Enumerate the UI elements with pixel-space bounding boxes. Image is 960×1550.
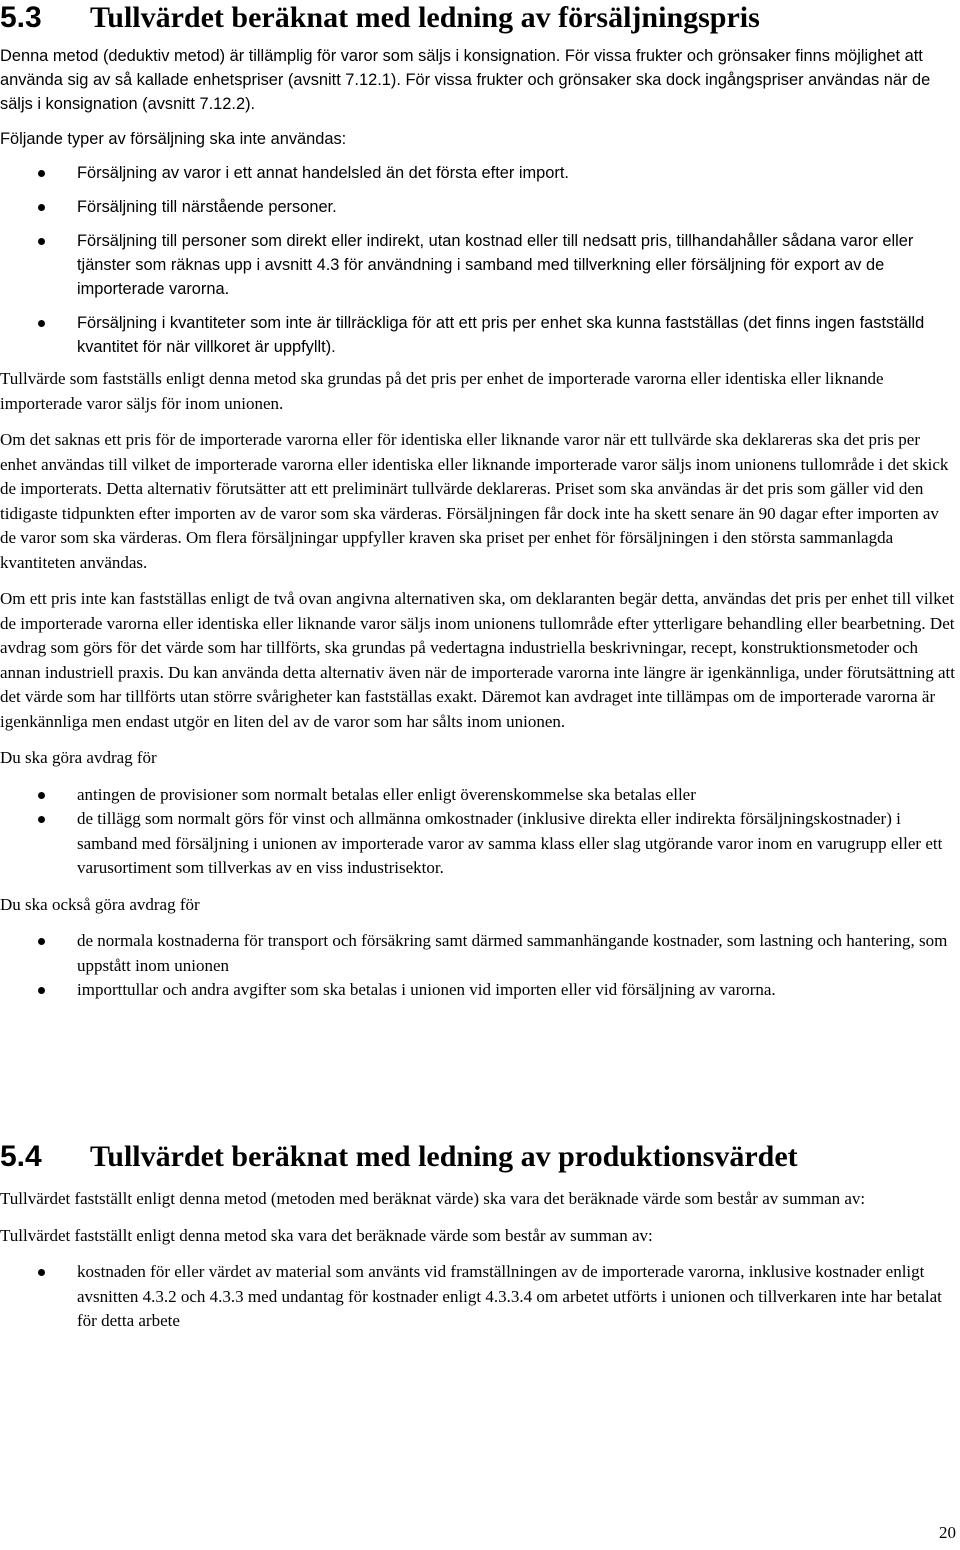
bullet-icon	[38, 170, 45, 177]
section-number: 5.4	[0, 1140, 42, 1173]
list-item-text: antingen de provisioner som normalt betalas eller enligt överenskommelse ska betalas eller	[77, 784, 696, 804]
paragraph: Tullvärdet fastställt enligt denna metod (metoden med beräknat värde) ska vara det beräknade värde som består av summan av:	[0, 1189, 866, 1208]
paragraph: Tullvärdet fastställt enligt denna metod ska vara det beräknade värde som består av summan av:	[0, 1225, 653, 1245]
intro-paragraph: Denna metod (deduktiv metod) är tillämplig för varor som säljs i konsignation. För vissa frukter och grönsaker finns möjlighet att använda sig av så kallade enhetspriser (avsnitt 7.12.1). För vissa frukter och grönsaker ska dock ingångspriser användas när de säljs i konsignation (avsnitt 7.12.2).	[0, 47, 931, 113]
list-item-text: Försäljning till närstående personer.	[77, 198, 337, 216]
list-item-text: importtullar och andra avgifter som ska betalas i unionen vid importen eller vid försäljning av varorna.	[77, 980, 776, 999]
list-item	[0, 978, 955, 1003]
list-item-text: Försäljning av varor i ett annat handelsled än det första efter import.	[77, 164, 569, 182]
list-item-text: kostnaden för eller värdet av material som använts vid framställningen av de importerade varorna, inklusive kostnader enligt avsnitten 4.3.2 och 4.3.3 med undantag för kostnader enligt 4.3.3.4 om arbetet utförts i unionen och tillverkaren inte har betalat för detta arbete	[77, 1262, 942, 1330]
list-item	[0, 807, 955, 881]
page-number: 20	[939, 1523, 956, 1542]
list-item	[0, 783, 955, 808]
bullet-icon	[38, 204, 45, 211]
section-title: Tullvärdet beräknat med ledning av produktionsvärdet	[90, 1140, 798, 1173]
excluded-sales-list	[0, 161, 955, 359]
excluded-sales-intro: Följande typer av försäljning ska inte användas:	[0, 130, 347, 148]
paragraph: Om det saknas ett pris för de importerade varorna eller för identiska eller liknande varor när ett tullvärde ska deklareras ska det pris per enhet användas till vilket de importerade varorna eller identiska eller liknande importerade varor säljs inom unionens tullområde i det skick de importerats. Detta alternativ förutsätter att ett preliminärt tullvärde deklareras. Priset som ska användas är det pris som gäller vid den tidigaste tidpunkten efter importen av de varor som ska värderas. Försäljningen får dock inte ha skett senare än 90 dagar efter importen av de varor som ska värderas. Om flera försäljningar uppfyller kraven ska priset per enhet för försäljningen i den största sammanlagda kvantiteten användas.	[0, 430, 949, 572]
list-item	[0, 229, 955, 301]
deduct-also-list	[0, 929, 955, 1003]
bullet-icon	[38, 238, 45, 245]
section-title: Tullvärdet beräknat med ledning av försäljningspris	[90, 1, 760, 34]
list-item	[0, 1260, 955, 1334]
section-5-4	[0, 1139, 955, 1334]
list-item-text: Försäljning till personer som direkt eller indirekt, utan kostnad eller till nedsatt pris, tillhandahåller sådana varor eller tjänster som räknas upp i avsnitt 4.3 för användning i samband med tillverkning eller försäljning för export av de importerade varorna.	[77, 232, 914, 298]
cost-list	[0, 1260, 955, 1334]
list-item	[0, 311, 955, 359]
list-item-text: de normala kostnaderna för transport och försäkring samt därmed sammanhängande kostnader, som lastning och hantering, som uppstått inom unionen	[77, 931, 948, 975]
bullet-icon	[38, 987, 45, 994]
deduct-also-intro: Du ska också göra avdrag för	[0, 894, 200, 914]
list-item-text: de tillägg som normalt görs för vinst och allmänna omkostnader (inklusive direkta eller indirekta försäljningskostnader) i samband med försäljning i unionen av importerade varor av samma klass eller slag utgörande varor inom en varugrupp eller ett varusortiment som tillverkas av en viss industrisektor.	[77, 809, 943, 877]
deduct-intro: Du ska göra avdrag för	[0, 748, 157, 767]
bullet-icon	[38, 792, 45, 799]
bullet-icon	[38, 1269, 45, 1276]
list-item	[0, 161, 955, 185]
bullet-icon	[38, 938, 45, 945]
list-item	[0, 929, 955, 978]
deduct-list	[0, 783, 955, 881]
section-heading	[0, 1139, 955, 1175]
bullet-icon	[38, 816, 45, 823]
section-number: 5.3	[0, 1, 42, 34]
list-item-text: Försäljning i kvantiteter som inte är tillräckliga för att ett pris per enhet ska kunna fastställas (det finns ingen fastställd kvantitet för när villkoret är uppfyllt).	[77, 314, 925, 356]
bullet-icon	[38, 320, 45, 327]
section-heading	[0, 0, 955, 36]
paragraph: Om ett pris inte kan fastställas enligt de två ovan angivna alternativen ska, om deklaranten begär detta, användas det pris per enhet till vilket de importerade varorna eller identiska eller liknande varor säljs inom unionens tullområde efter ytterligare behandling eller bearbetning. Det avdrag som görs för det värde som har tillförts, ska grundas på vedertagna industriella beskrivningar, recept, konstruktionsmetoder och annan industriell praxis. Du kan använda detta alternativ även när de importerade varorna inte längre är igenkännliga, under förutsättning att det värde som har tillförts utan större svårigheter kan fastställas exakt. Däremot kan avdraget inte tillämpas om de importerade varorna är igenkännliga men endast utgör en liten del av de varor som har sålts inom unionen.	[0, 589, 955, 731]
list-item	[0, 195, 955, 219]
paragraph: Tullvärde som fastställs enligt denna metod ska grundas på det pris per enhet de importerade varorna eller identiska eller liknande importerade varor säljs för inom unionen.	[0, 369, 884, 413]
